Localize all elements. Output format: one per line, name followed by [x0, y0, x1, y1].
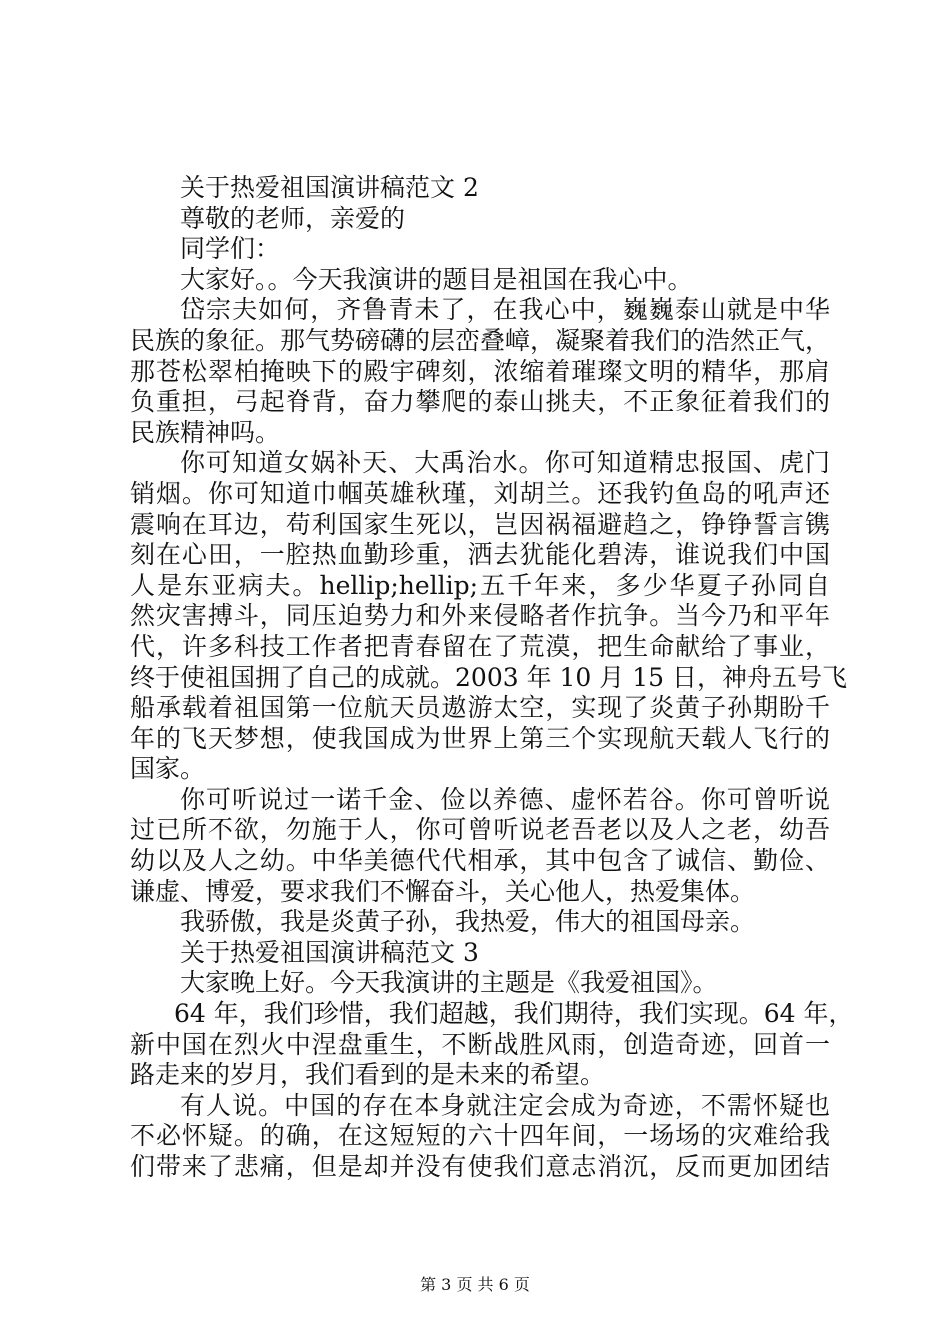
text-line: 人是东亚病夫。hellip;hellip;五千年来，多少华夏子孙同自 — [130, 570, 830, 600]
text-line: 然灾害搏斗，同压迫势力和外来侵略者作抗争。当今乃和平年 — [130, 601, 830, 631]
text-line: 年的飞天梦想，使我国成为世界上第三个实现航天载人飞行的 — [130, 723, 830, 753]
text-line: 幼以及人之幼。中华美德代代相承，其中包含了诚信、勤俭、 — [130, 846, 830, 876]
text-line: 岱宗夫如何，齐鲁青未了，在我心中，巍巍泰山就是中华 — [180, 295, 830, 325]
document-body — [130, 173, 854, 1183]
text-line: 代，许多科技工作者把青春留在了荒漠，把生命献给了事业， — [130, 631, 830, 661]
text-line: 负重担，弓起脊背，奋力攀爬的泰山挑夫，不正象征着我们的 — [130, 387, 830, 417]
page-footer: 第 3 页 共 6 页 — [420, 1275, 530, 1294]
text-line: 新中国在烈火中涅盘重生，不断战胜风雨，创造奇迹，回首一 — [130, 1029, 830, 1059]
text-line: 大家好。。今天我演讲的题目是祖国在我心中。 — [180, 264, 693, 294]
text-line: 那苍松翠柏掩映下的殿宇碑刻，浓缩着璀璨文明的精华，那肩 — [130, 356, 830, 386]
text-line: 你可知道女娲补天、大禹治水。你可知道精忠报国、虎门 — [180, 448, 830, 478]
text-line: 终于使祖国拥了自己的成就。2003 年 10 月 15 日，神舟五号飞 — [130, 662, 847, 692]
text-line: 谦虚、博爱，要求我们不懈奋斗，关心他人，热爱集体。 — [130, 876, 756, 906]
text-line: 你可听说过一诺千金、俭以养德、虚怀若谷。你可曾听说 — [180, 784, 830, 814]
text-line: 尊敬的老师，亲爱的 — [180, 203, 406, 233]
text-line: 们带来了悲痛，但是却并没有使我们意志消沉，反而更加团结 — [130, 1152, 830, 1181]
text-line: 不必怀疑。的确，在这短短的六十四年间，一场场的灾难给我 — [130, 1121, 830, 1151]
text-line: 关于热爱祖国演讲稿范文 2 — [180, 173, 479, 202]
text-line: 民族精神吗。 — [130, 417, 281, 447]
text-line: 关于热爱祖国演讲稿范文 3 — [180, 937, 479, 967]
text-line: 震响在耳边，苟利国家生死以，岂因祸福避趋之，铮铮誓言镌 — [130, 509, 830, 539]
text-line: 路走来的岁月，我们看到的是未来的希望。 — [130, 1060, 606, 1090]
text-line: 过已所不欲，勿施于人，你可曾听说老吾老以及人之老，幼吾 — [130, 815, 830, 845]
text-line: 64 年，我们珍惜，我们超越，我们期待，我们实现。64 年， — [174, 999, 854, 1029]
text-line: 国家。 — [130, 754, 206, 784]
text-line: 民族的象征。那气势磅礴的层峦叠嶂，凝聚着我们的浩然正气， — [130, 325, 831, 355]
text-line: 大家晚上好。今天我演讲的主题是《我爱祖国》。 — [180, 968, 718, 998]
text-line: 我骄傲，我是炎黄子孙，我热爱，伟大的祖国母亲。 — [180, 907, 756, 937]
text-line: 有人说。中国的存在本身就注定会成为奇迹，不需怀疑也 — [180, 1090, 830, 1120]
text-line: 刻在心田，一腔热血勤珍重，洒去犹能化碧涛，谁说我们中国 — [130, 540, 830, 570]
text-line: 销烟。你可知道巾帼英雄秋瑾，刘胡兰。还我钓鱼岛的吼声还 — [130, 478, 830, 508]
text-line: 同学们： — [180, 234, 281, 264]
text-line: 船承载着祖国第一位航天员遨游太空，实现了炎黄子孙期盼千 — [130, 693, 830, 723]
